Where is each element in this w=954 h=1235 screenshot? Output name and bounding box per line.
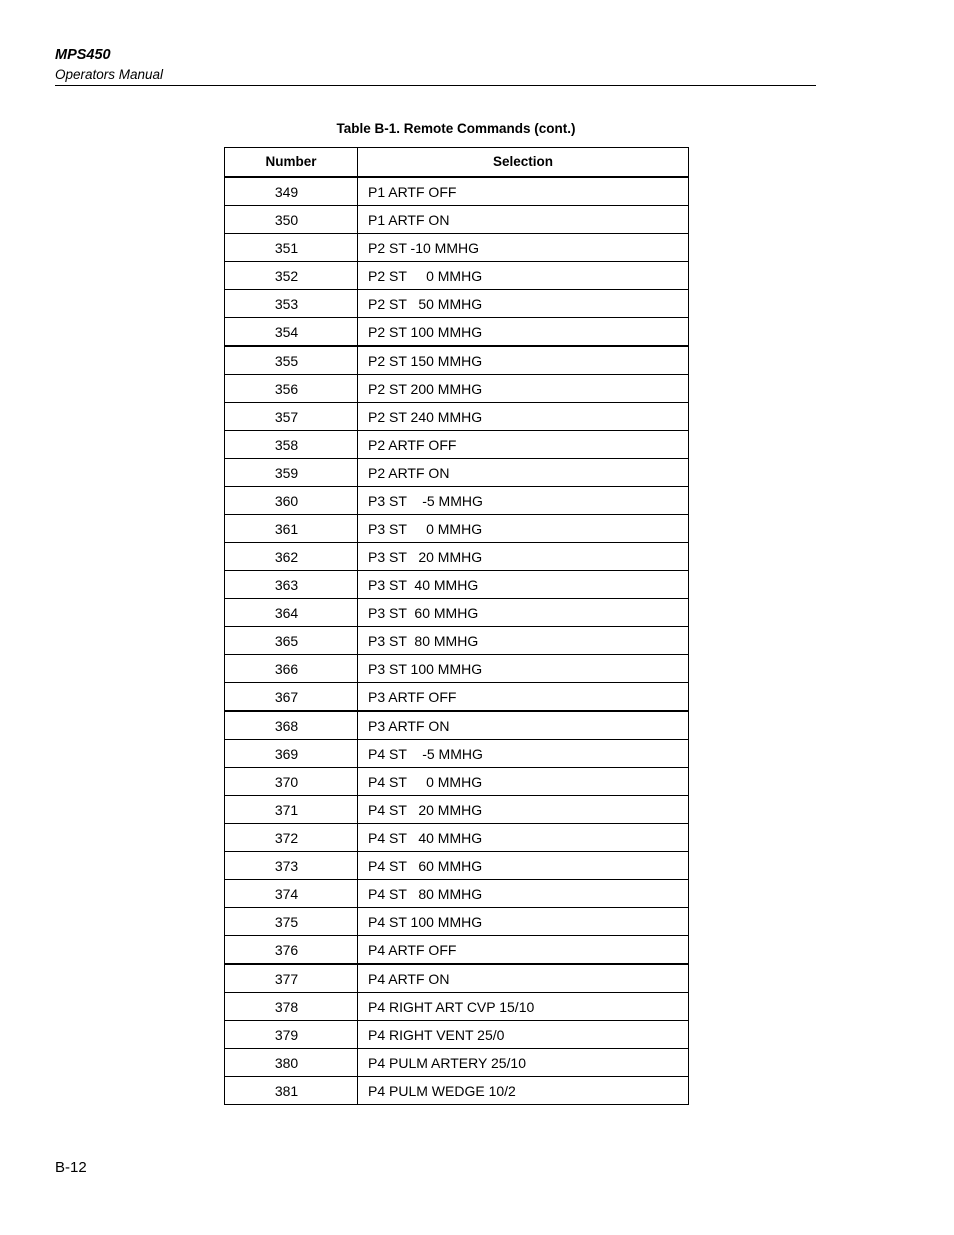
command-number-cell: 375 <box>225 908 358 936</box>
table-row <box>225 487 689 515</box>
command-selection-cell: P2 ST 100 MMHG <box>358 318 689 347</box>
command-selection-cell: P2 ST -10 MMHG <box>358 234 689 262</box>
command-selection-cell: P4 ST 40 MMHG <box>358 824 689 852</box>
command-number-cell: 376 <box>225 936 358 965</box>
table-row <box>225 740 689 768</box>
command-number-cell: 352 <box>225 262 358 290</box>
table-row <box>225 459 689 487</box>
command-number-cell: 370 <box>225 768 358 796</box>
command-selection-cell: P4 RIGHT VENT 25/0 <box>358 1021 689 1049</box>
command-selection-cell: P1 ARTF OFF <box>358 177 689 206</box>
table-row <box>225 318 689 347</box>
page-number: B-12 <box>55 1159 87 1176</box>
table-row <box>225 177 689 206</box>
table-row <box>225 375 689 403</box>
command-number-cell: 367 <box>225 683 358 712</box>
command-selection-cell: P2 ST 240 MMHG <box>358 403 689 431</box>
command-selection-cell: P3 ST 40 MMHG <box>358 571 689 599</box>
table-row <box>225 655 689 683</box>
command-number-cell: 354 <box>225 318 358 347</box>
command-selection-cell: P2 ST 0 MMHG <box>358 262 689 290</box>
command-selection-cell: P4 ST 100 MMHG <box>358 908 689 936</box>
table-row <box>225 431 689 459</box>
command-selection-cell: P4 ST 0 MMHG <box>358 768 689 796</box>
document-title: MPS450 <box>55 47 111 63</box>
command-number-cell: 356 <box>225 375 358 403</box>
command-selection-cell: P2 ST 200 MMHG <box>358 375 689 403</box>
command-selection-cell: P3 ST 0 MMHG <box>358 515 689 543</box>
command-number-cell: 351 <box>225 234 358 262</box>
command-number-cell: 374 <box>225 880 358 908</box>
command-number-cell: 355 <box>225 346 358 375</box>
table-row <box>225 964 689 993</box>
command-selection-cell: P4 ST -5 MMHG <box>358 740 689 768</box>
command-number-cell: 362 <box>225 543 358 571</box>
command-number-cell: 350 <box>225 206 358 234</box>
command-number-cell: 372 <box>225 824 358 852</box>
command-selection-cell: P3 ST -5 MMHG <box>358 487 689 515</box>
document-subtitle: Operators Manual <box>55 67 164 82</box>
command-selection-cell: P3 ST 100 MMHG <box>358 655 689 683</box>
table-caption: Table B-1. Remote Commands (cont.) <box>336 121 576 136</box>
table-body <box>225 177 689 1105</box>
table-row <box>225 683 689 712</box>
command-selection-cell: P2 ARTF ON <box>358 459 689 487</box>
command-number-cell: 377 <box>225 964 358 993</box>
command-selection-cell: P4 ARTF ON <box>358 964 689 993</box>
command-number-cell: 349 <box>225 177 358 206</box>
table-row <box>225 515 689 543</box>
command-selection-cell: P4 PULM ARTERY 25/10 <box>358 1049 689 1077</box>
command-selection-cell: P2 ST 150 MMHG <box>358 346 689 375</box>
command-number-cell: 380 <box>225 1049 358 1077</box>
page-header <box>55 46 816 86</box>
command-number-cell: 360 <box>225 487 358 515</box>
table-row <box>225 711 689 740</box>
command-number-cell: 373 <box>225 852 358 880</box>
command-selection-cell: P2 ST 50 MMHG <box>358 290 689 318</box>
table-row <box>225 346 689 375</box>
table-row <box>225 403 689 431</box>
table-row <box>225 290 689 318</box>
command-number-cell: 361 <box>225 515 358 543</box>
table-row <box>225 262 689 290</box>
table-row <box>225 1049 689 1077</box>
table-header-row <box>225 148 689 178</box>
table-row <box>225 852 689 880</box>
command-selection-cell: P1 ARTF ON <box>358 206 689 234</box>
command-selection-cell: P4 PULM WEDGE 10/2 <box>358 1077 689 1105</box>
command-selection-cell: P2 ARTF OFF <box>358 431 689 459</box>
table-row <box>225 543 689 571</box>
command-number-cell: 378 <box>225 993 358 1021</box>
command-selection-cell: P4 ST 20 MMHG <box>358 796 689 824</box>
command-selection-cell: P4 ARTF OFF <box>358 936 689 965</box>
command-selection-cell: P4 ST 80 MMHG <box>358 880 689 908</box>
table-row <box>225 880 689 908</box>
command-number-cell: 381 <box>225 1077 358 1105</box>
table-row <box>225 571 689 599</box>
command-selection-cell: P3 ST 60 MMHG <box>358 599 689 627</box>
table-row <box>225 796 689 824</box>
command-number-cell: 365 <box>225 627 358 655</box>
command-number-cell: 359 <box>225 459 358 487</box>
table-row <box>225 824 689 852</box>
command-number-cell: 353 <box>225 290 358 318</box>
command-number-cell: 369 <box>225 740 358 768</box>
command-number-cell: 357 <box>225 403 358 431</box>
command-number-cell: 366 <box>225 655 358 683</box>
command-number-cell: 379 <box>225 1021 358 1049</box>
table-row <box>225 234 689 262</box>
command-number-cell: 368 <box>225 711 358 740</box>
command-number-cell: 358 <box>225 431 358 459</box>
table-row <box>225 936 689 965</box>
command-selection-cell: P3 ST 20 MMHG <box>358 543 689 571</box>
column-header-number: Number <box>225 148 358 178</box>
table-row <box>225 768 689 796</box>
table-row <box>225 206 689 234</box>
column-header-selection: Selection <box>358 148 689 178</box>
command-number-cell: 371 <box>225 796 358 824</box>
remote-commands-table <box>224 147 689 1105</box>
command-selection-cell: P3 ARTF ON <box>358 711 689 740</box>
command-selection-cell: P3 ARTF OFF <box>358 683 689 712</box>
command-number-cell: 363 <box>225 571 358 599</box>
command-number-cell: 364 <box>225 599 358 627</box>
table-row <box>225 993 689 1021</box>
table-row <box>225 1077 689 1105</box>
command-selection-cell: P4 ST 60 MMHG <box>358 852 689 880</box>
table-row <box>225 599 689 627</box>
table-row <box>225 1021 689 1049</box>
table-row <box>225 908 689 936</box>
table-row <box>225 627 689 655</box>
command-selection-cell: P3 ST 80 MMHG <box>358 627 689 655</box>
command-selection-cell: P4 RIGHT ART CVP 15/10 <box>358 993 689 1021</box>
